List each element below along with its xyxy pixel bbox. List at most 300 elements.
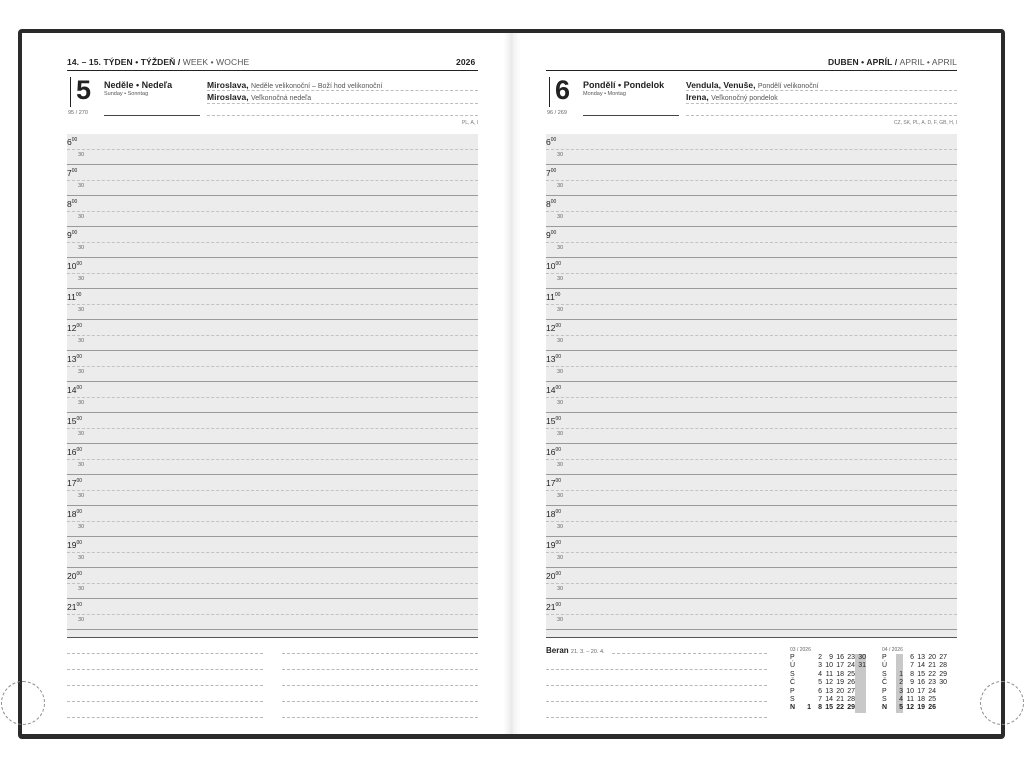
nameday-cz — [686, 80, 819, 90]
calendar-day: 22 — [928, 670, 936, 678]
calendar-day: 29 — [847, 704, 855, 712]
minutes-label: 00 — [76, 509, 83, 515]
minutes-label: 00 — [76, 354, 83, 360]
hour-label: $14^{00}$ — [546, 385, 562, 395]
minutes-label: 00 — [555, 416, 562, 422]
calendar-day: 18 — [836, 670, 844, 678]
day-bar — [70, 77, 71, 107]
hour-line — [67, 629, 478, 630]
zodiac-range: 21. 3. – 20. 4. — [570, 649, 605, 655]
hour-line — [67, 350, 478, 351]
half-hour-label: 30 — [557, 617, 564, 623]
weekday-label: S — [790, 670, 795, 678]
half-hour-line — [67, 242, 478, 243]
minutes-label: 00 — [76, 571, 83, 577]
calendar-day: 19 — [836, 679, 844, 687]
note-line — [67, 717, 263, 718]
divider — [686, 90, 957, 91]
calendar-day: 15 — [917, 670, 925, 678]
minutes-label: 00 — [76, 602, 83, 608]
weekday-label: P — [790, 687, 795, 695]
calendar-day: 1 — [807, 704, 811, 712]
calendar-row — [882, 662, 947, 670]
half-hour-line — [67, 583, 478, 584]
note-line — [612, 653, 767, 654]
calendar-day — [855, 671, 866, 679]
half-hour-line — [546, 614, 957, 615]
calendar-day: 1 — [896, 671, 903, 679]
hour-label: $14^{00}$ — [67, 385, 83, 395]
hour-line — [546, 350, 957, 351]
hour-line — [67, 505, 478, 506]
divider — [686, 103, 957, 104]
half-hour-line — [546, 521, 957, 522]
calendar-day: 21 — [928, 662, 936, 670]
minutes-label: 00 — [71, 168, 78, 174]
half-hour-label: 30 — [557, 462, 564, 468]
note-line — [67, 701, 263, 702]
calendar-day — [936, 688, 947, 696]
minutes-label: 00 — [76, 447, 83, 453]
hour-line — [546, 257, 957, 258]
hour-label: $9^{00}$ — [546, 230, 557, 240]
calendar-day: 14 — [917, 662, 925, 670]
week-label-en-de: WEEK • WOCHE — [182, 57, 250, 67]
nameday-sk — [207, 92, 311, 102]
half-hour-line — [546, 459, 957, 460]
calendar-day: 4 — [818, 670, 822, 678]
calendar-day: 8 — [910, 670, 914, 678]
day-name: Pondělí • Pondelok — [583, 80, 665, 90]
calendar-day: 24 — [847, 662, 855, 670]
hour-label: $21^{00}$ — [546, 602, 562, 612]
day-name-en-de: Monday • Montag — [583, 91, 626, 97]
calendar-day: 25 — [928, 695, 936, 703]
half-hour-line — [546, 490, 957, 491]
calendar-day: 28 — [847, 695, 855, 703]
weekday-label: S — [882, 670, 887, 678]
calendar-day — [855, 688, 866, 696]
calendar-row — [790, 679, 866, 687]
calendar-title: 03 / 2026 — [790, 647, 811, 653]
hour-label: $13^{00}$ — [546, 354, 562, 364]
calendar-day: 5 — [896, 704, 903, 712]
half-hour-label: 30 — [557, 369, 564, 375]
hour-line — [67, 288, 478, 289]
half-hour-label: 30 — [78, 400, 85, 406]
mini-calendar-march — [790, 647, 866, 713]
calendar-row — [790, 688, 866, 696]
divider — [207, 115, 478, 116]
week-header — [67, 57, 249, 67]
nameday-note: Pondělí velikonoční — [757, 83, 819, 90]
hour-line — [546, 598, 957, 599]
half-hour-line — [546, 583, 957, 584]
hour-line — [67, 536, 478, 537]
day-name: Neděle • Nedeľa — [104, 80, 173, 90]
nameday-note: Veľkonočná nedeľa — [250, 95, 312, 102]
hour-label: $12^{00}$ — [546, 323, 562, 333]
hour-line — [67, 381, 478, 382]
half-hour-line — [67, 552, 478, 553]
note-line — [282, 685, 478, 686]
hour-line — [546, 381, 957, 382]
weekday-label: S — [790, 695, 795, 703]
corner-cutout — [1, 681, 45, 725]
half-hour-line — [67, 366, 478, 367]
half-hour-line — [67, 335, 478, 336]
day-number: 5 — [76, 75, 92, 105]
weekday-label: P — [882, 687, 887, 695]
half-hour-line — [67, 459, 478, 460]
day-bar — [549, 77, 550, 107]
day-of-year-count: 95 / 270 — [68, 110, 88, 116]
half-hour-line — [546, 552, 957, 553]
calendar-row — [790, 662, 866, 670]
half-hour-label: 30 — [557, 307, 564, 313]
calendar-day: 5 — [818, 679, 822, 687]
half-hour-label: 30 — [78, 617, 85, 623]
note-line — [546, 685, 767, 686]
minutes-label: 00 — [76, 478, 83, 484]
note-line — [67, 685, 263, 686]
calendar-day: 29 — [939, 670, 947, 678]
hour-label: $8^{00}$ — [546, 199, 557, 209]
left-page — [22, 33, 512, 734]
divider — [207, 90, 478, 91]
calendar-title: 04 / 2026 — [882, 647, 903, 653]
hour-label: $15^{00}$ — [546, 416, 562, 426]
month-label-en-de: APRIL • APRIL — [899, 57, 957, 67]
calendar-day: 19 — [917, 704, 925, 712]
half-hour-label: 30 — [78, 214, 85, 220]
hour-line — [67, 412, 478, 413]
half-hour-label: 30 — [557, 276, 564, 282]
hour-label: $16^{00}$ — [67, 447, 83, 457]
weekday-label: P — [790, 654, 795, 661]
calendar-day: 15 — [825, 704, 833, 712]
hour-line — [67, 567, 478, 568]
half-hour-label: 30 — [78, 493, 85, 499]
minutes-label: 00 — [550, 137, 557, 143]
hour-line — [546, 226, 957, 227]
note-line — [282, 653, 478, 654]
half-hour-line — [67, 180, 478, 181]
calendar-day: 9 — [829, 654, 833, 661]
minutes-label: 00 — [71, 230, 78, 236]
half-hour-line — [67, 211, 478, 212]
calendar-day: 18 — [917, 695, 925, 703]
calendar-day — [804, 696, 811, 704]
hour-label: $21^{00}$ — [67, 602, 83, 612]
nameday-note: Neděle velikonoční – Boží hod velikonoční — [250, 83, 383, 90]
right-page — [512, 33, 1001, 734]
minutes-label: 00 — [555, 354, 562, 360]
mini-calendar-april — [882, 647, 947, 713]
hour-label: $11^{00}$ — [546, 292, 561, 302]
half-hour-line — [546, 366, 957, 367]
weekday-label: N — [882, 704, 888, 712]
header-rule — [67, 70, 478, 71]
calendar-row — [882, 688, 947, 696]
half-hour-label: 30 — [557, 183, 564, 189]
minutes-label: 00 — [75, 292, 82, 298]
calendar-day: 12 — [825, 679, 833, 687]
calendar-day: 13 — [917, 654, 925, 661]
calendar-day: 30 — [855, 654, 866, 662]
minutes-label: 00 — [71, 137, 78, 143]
month-header — [828, 57, 957, 67]
calendar-row — [790, 671, 866, 679]
half-hour-label: 30 — [78, 431, 85, 437]
minutes-label: 00 — [76, 540, 83, 546]
calendar-row — [790, 654, 866, 662]
calendar-day: 6 — [818, 687, 822, 695]
half-hour-line — [546, 273, 957, 274]
half-hour-line — [67, 428, 478, 429]
hour-label: $10^{00}$ — [546, 261, 562, 271]
hour-label: $13^{00}$ — [67, 354, 83, 364]
hour-label: $20^{00}$ — [546, 571, 562, 581]
minutes-label: 00 — [550, 199, 557, 205]
half-hour-label: 30 — [78, 462, 85, 468]
weekday-label: N — [790, 704, 796, 712]
day-name-en-de: Sunday • Sonntag — [104, 91, 149, 97]
minutes-label: 00 — [555, 478, 562, 484]
calendar-day — [896, 654, 903, 662]
hour-label: $12^{00}$ — [67, 323, 83, 333]
nameday-note: Veľkonočný pondelok — [711, 95, 778, 102]
minutes-label: 00 — [555, 385, 562, 391]
calendar-day: 2 — [896, 679, 903, 687]
half-hour-label: 30 — [78, 586, 85, 592]
header-rule — [546, 70, 957, 71]
calendar-day: 31 — [855, 662, 866, 670]
calendar-day: 16 — [917, 679, 925, 687]
hour-line — [546, 629, 957, 630]
calendar-day: 11 — [906, 695, 914, 703]
calendar-day: 17 — [836, 662, 844, 670]
minutes-label: 00 — [76, 385, 83, 391]
hour-line — [546, 195, 957, 196]
calendar-day — [804, 662, 811, 670]
calendar-row — [882, 654, 947, 662]
half-hour-label: 30 — [78, 183, 85, 189]
calendar-day — [855, 679, 866, 687]
calendar-day: 23 — [928, 679, 936, 687]
hour-line — [67, 443, 478, 444]
nameday-cz — [207, 80, 382, 90]
hourly-schedule[interactable] — [546, 134, 957, 638]
half-hour-line — [546, 211, 957, 212]
half-hour-line — [67, 490, 478, 491]
calendar-day: 8 — [818, 704, 822, 712]
calendar-day: 26 — [847, 679, 855, 687]
calendar-row — [790, 704, 866, 712]
nameday-name: Vendula, Venuše, — [686, 80, 756, 90]
day-of-year-count: 96 / 269 — [547, 110, 567, 116]
half-hour-line — [546, 304, 957, 305]
calendar-day — [804, 671, 811, 679]
minutes-label: 00 — [555, 571, 562, 577]
calendar-day: 16 — [836, 654, 844, 661]
half-hour-label: 30 — [78, 524, 85, 530]
minutes-label: 00 — [76, 323, 83, 329]
nameday-name: Miroslava, — [207, 92, 249, 102]
calendar-row — [882, 704, 947, 712]
note-line — [546, 717, 767, 718]
calendar-day — [804, 654, 811, 662]
half-hour-label: 30 — [78, 245, 85, 251]
minutes-label: 00 — [555, 540, 562, 546]
calendar-day: 27 — [939, 654, 947, 661]
note-line — [282, 701, 478, 702]
calendar-day — [855, 696, 866, 704]
calendar-day: 14 — [825, 695, 833, 703]
calendar-day: 17 — [917, 687, 925, 695]
hourly-schedule[interactable] — [67, 134, 478, 638]
half-hour-label: 30 — [557, 338, 564, 344]
calendar-day: 21 — [836, 695, 844, 703]
calendar-day — [804, 679, 811, 687]
hour-line — [546, 443, 957, 444]
minutes-label: 00 — [555, 261, 562, 267]
half-hour-label: 30 — [78, 338, 85, 344]
calendar-day: 26 — [928, 704, 936, 712]
hour-line — [546, 319, 957, 320]
nameday-name: Irena, — [686, 92, 709, 102]
hour-label: $7^{00}$ — [546, 168, 557, 178]
calendar-day: 10 — [825, 662, 833, 670]
calendar-day: 24 — [928, 687, 936, 695]
half-hour-label: 30 — [78, 152, 85, 158]
weekday-label: Č — [790, 679, 796, 687]
calendar-day — [936, 704, 947, 712]
note-line — [282, 717, 478, 718]
half-hour-label: 30 — [557, 431, 564, 437]
half-hour-line — [546, 428, 957, 429]
calendar-day: 25 — [847, 670, 855, 678]
calendar-day: 12 — [906, 704, 914, 712]
day-underline — [104, 115, 200, 116]
minutes-label: 00 — [550, 230, 557, 236]
half-hour-line — [67, 614, 478, 615]
hour-label: $17^{00}$ — [67, 478, 83, 488]
hour-label: $20^{00}$ — [67, 571, 83, 581]
calendar-day: 11 — [825, 670, 833, 678]
half-hour-label: 30 — [557, 586, 564, 592]
hour-line — [67, 319, 478, 320]
half-hour-label: 30 — [78, 307, 85, 313]
calendar-day: 30 — [939, 679, 947, 687]
half-hour-label: 30 — [557, 214, 564, 220]
calendar-day: 20 — [928, 654, 936, 661]
minutes-label: 00 — [71, 199, 78, 205]
half-hour-line — [546, 335, 957, 336]
book-spine — [503, 33, 521, 734]
half-hour-label: 30 — [78, 369, 85, 375]
calendar-day: 9 — [910, 679, 914, 687]
half-hour-label: 30 — [557, 400, 564, 406]
hour-line — [546, 164, 957, 165]
calendar-day: 7 — [818, 695, 822, 703]
half-hour-label: 30 — [78, 555, 85, 561]
note-line — [67, 653, 263, 654]
hour-label: $18^{00}$ — [67, 509, 83, 519]
calendar-row — [882, 671, 947, 679]
calendar-day: 7 — [910, 662, 914, 670]
half-hour-line — [67, 273, 478, 274]
calendar-day: 2 — [818, 654, 822, 661]
hour-line — [67, 195, 478, 196]
half-hour-line — [67, 397, 478, 398]
weekday-label: P — [882, 654, 887, 661]
half-hour-line — [67, 304, 478, 305]
half-hour-label: 30 — [557, 152, 564, 158]
hour-label: $6^{00}$ — [67, 137, 78, 147]
note-line — [546, 669, 767, 670]
hour-line — [546, 505, 957, 506]
hour-line — [546, 412, 957, 413]
calendar-row — [882, 696, 947, 704]
minutes-label: 00 — [76, 261, 83, 267]
calendar-day: 27 — [847, 687, 855, 695]
hour-line — [67, 164, 478, 165]
schedule-bottom-rule — [546, 637, 957, 638]
half-hour-label: 30 — [78, 276, 85, 282]
hour-label: $11^{00}$ — [67, 292, 82, 302]
half-hour-line — [546, 242, 957, 243]
weekday-label: Ú — [790, 662, 796, 670]
minutes-label: 00 — [555, 447, 562, 453]
hour-label: $6^{00}$ — [546, 137, 557, 147]
nameday-sk — [686, 92, 778, 102]
hour-line — [546, 288, 957, 289]
week-label: 14. – 15. TÝDEN • TÝŽDEŇ / — [67, 57, 181, 67]
zodiac-name: Beran — [546, 646, 569, 655]
hour-label: $9^{00}$ — [67, 230, 78, 240]
calendar-day: 22 — [836, 704, 844, 712]
hour-line — [546, 567, 957, 568]
hour-label: $7^{00}$ — [67, 168, 78, 178]
holiday-countries: CZ, SK, PL, A, D, F, GB, H, I — [893, 120, 957, 126]
calendar-day: 4 — [896, 696, 903, 704]
hour-label: $19^{00}$ — [546, 540, 562, 550]
calendar-day: 6 — [910, 654, 914, 661]
calendar-day: 28 — [939, 662, 947, 670]
weekday-label: Ú — [882, 662, 888, 670]
divider — [686, 115, 957, 116]
minutes-label: 00 — [76, 416, 83, 422]
weekday-label: Č — [882, 679, 888, 687]
month-label: DUBEN • APRÍL / — [827, 57, 898, 67]
minutes-label: 00 — [555, 323, 562, 329]
calendar-day — [896, 662, 903, 670]
half-hour-label: 30 — [557, 555, 564, 561]
note-line — [546, 701, 767, 702]
minutes-label: 00 — [550, 168, 557, 174]
calendar-row — [790, 696, 866, 704]
hour-label: $18^{00}$ — [546, 509, 562, 519]
half-hour-line — [546, 397, 957, 398]
year-label: 2026 — [456, 57, 476, 67]
calendar-day: 13 — [825, 687, 833, 695]
hour-label: $8^{00}$ — [67, 199, 78, 209]
half-hour-line — [546, 149, 957, 150]
calendar-day: 10 — [906, 687, 914, 695]
hour-line — [67, 598, 478, 599]
minutes-label: 00 — [555, 509, 562, 515]
